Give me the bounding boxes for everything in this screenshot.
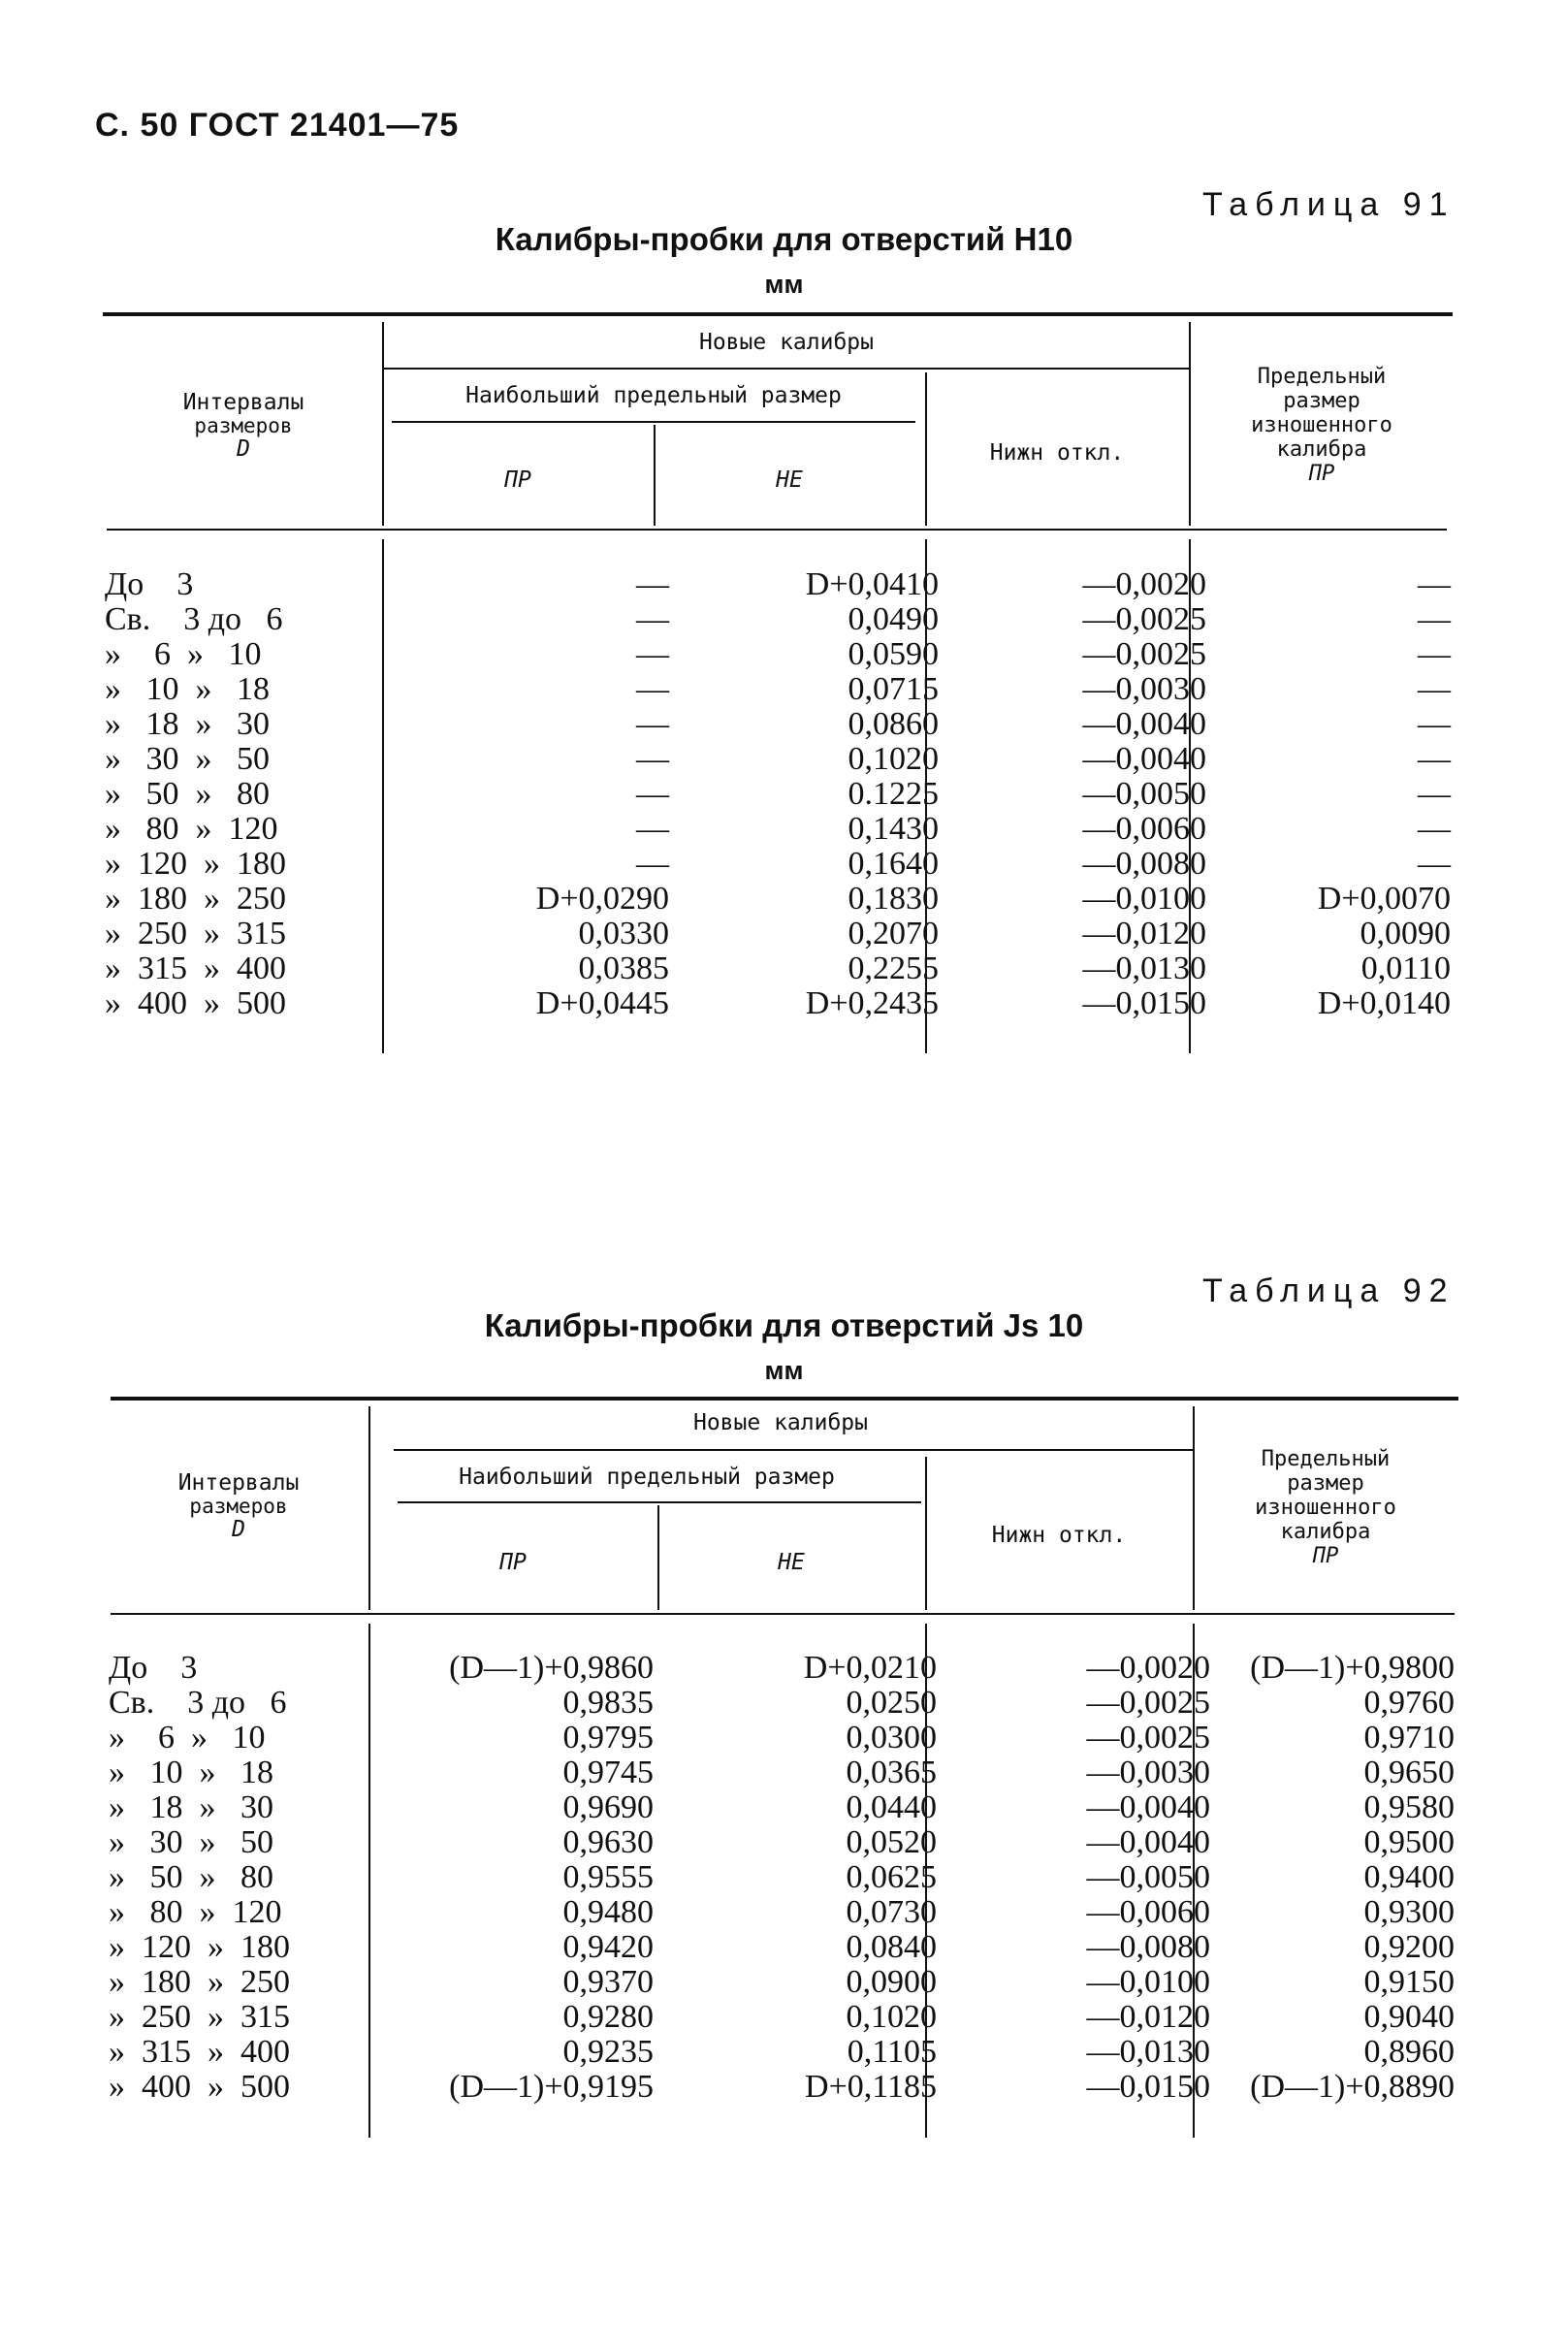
page-header: С. 50 ГОСТ 21401—75 <box>95 107 460 144</box>
cell-worn-limit: 0,9040 <box>1363 1999 1455 2035</box>
cell-lower-deviation: —0,0080 <box>1082 846 1206 882</box>
table-row <box>109 1860 1456 1895</box>
cell-pr: — <box>636 671 669 707</box>
cell-lower-deviation: —0,0025 <box>1086 1720 1210 1755</box>
cell-pr: D+0,0290 <box>535 881 669 917</box>
header-rule <box>392 421 915 423</box>
cell-pr: 0,9555 <box>562 1859 654 1895</box>
cell-ne: 0,0590 <box>848 636 939 672</box>
table-row <box>109 1651 1456 1686</box>
table-row <box>109 1686 1456 1721</box>
header-ne: НЕ <box>776 467 803 493</box>
table-row <box>109 2000 1456 2035</box>
cell-lower-deviation: —0,0040 <box>1082 741 1206 777</box>
cell-worn-limit: 0,0110 <box>1360 950 1451 986</box>
cell-pr: — <box>636 776 669 812</box>
cell-lower-deviation: —0,0130 <box>1082 950 1206 986</box>
cell-interval: » 120 » 180 <box>109 1929 290 1965</box>
cell-ne: 0,1430 <box>848 811 939 847</box>
table-body <box>105 567 1453 1021</box>
cell-worn-limit: — <box>1418 811 1451 847</box>
table-number: Таблица 91 <box>1202 186 1456 223</box>
cell-lower-deviation: —0,0025 <box>1082 601 1206 637</box>
table-body <box>109 1651 1456 2105</box>
cell-worn-limit: 0,9150 <box>1363 1964 1455 2000</box>
cell-ne: 0,1830 <box>848 881 939 917</box>
cell-pr: 0,0330 <box>578 916 669 951</box>
cell-worn-limit: — <box>1418 776 1451 812</box>
cell-ne: 0,0625 <box>846 1859 937 1895</box>
table-row <box>109 2070 1456 2105</box>
cell-interval: Св. 3 до 6 <box>109 1685 287 1721</box>
cell-interval: » 18 » 30 <box>109 1789 273 1825</box>
cell-worn-limit: — <box>1418 601 1451 637</box>
cell-lower-deviation: —0,0100 <box>1082 881 1206 917</box>
table-row <box>105 707 1453 742</box>
cell-interval: » 10 » 18 <box>105 671 270 707</box>
cell-interval: До 3 <box>109 1650 198 1686</box>
table-row <box>105 986 1453 1021</box>
cell-worn-limit: 0,8960 <box>1363 2034 1455 2070</box>
header-rule <box>398 1501 921 1503</box>
table-row <box>109 1825 1456 1860</box>
cell-worn-limit: 0,9200 <box>1363 1929 1455 1965</box>
cell-ne: 0,0300 <box>846 1720 937 1755</box>
cell-interval: » 50 » 80 <box>105 776 270 812</box>
cell-interval: » 30 » 50 <box>109 1824 273 1860</box>
cell-worn-limit: (D—1)+0,8890 <box>1250 2069 1455 2105</box>
cell-pr: 0,9235 <box>562 2034 654 2070</box>
cell-lower-deviation: —0,0100 <box>1086 1964 1210 2000</box>
cell-interval: » 400 » 500 <box>109 2069 290 2105</box>
cell-pr: — <box>636 566 669 602</box>
table-row <box>109 1721 1456 1755</box>
cell-ne: 0,0440 <box>846 1789 937 1825</box>
table-top-rule <box>103 312 1453 316</box>
cell-lower-deviation: —0,0120 <box>1086 1999 1210 2035</box>
cell-lower-deviation: —0,0080 <box>1086 1929 1210 1965</box>
table-row <box>109 2035 1456 2070</box>
table-row <box>105 847 1453 882</box>
cell-lower-deviation: —0,0060 <box>1082 811 1206 847</box>
cell-pr: 0,9370 <box>562 1964 654 2000</box>
cell-interval: Св. 3 до 6 <box>105 601 283 637</box>
cell-lower-deviation: —0,0120 <box>1082 916 1206 951</box>
cell-worn-limit: (D—1)+0,9800 <box>1250 1650 1455 1686</box>
header-pr: ПР <box>499 1550 527 1575</box>
table-unit: мм <box>764 1356 804 1385</box>
header-rule <box>382 368 1189 370</box>
table-number: Таблица 92 <box>1202 1272 1456 1309</box>
cell-interval: » 6 » 10 <box>109 1720 266 1755</box>
cell-pr: 0,9835 <box>562 1685 654 1721</box>
cell-pr: (D—1)+0,9860 <box>449 1650 654 1686</box>
cell-pr: — <box>636 706 669 742</box>
cell-pr: 0,9280 <box>562 1999 654 2035</box>
cell-ne: 0,2070 <box>848 916 939 951</box>
cell-ne: 0.1225 <box>848 776 939 812</box>
cell-pr: D+0,0445 <box>535 985 669 1021</box>
table-row <box>109 1930 1456 1965</box>
cell-interval: » 250 » 315 <box>109 1999 290 2035</box>
cell-interval: » 250 » 315 <box>105 916 286 951</box>
cell-worn-limit: — <box>1418 671 1451 707</box>
cell-interval: » 18 » 30 <box>105 706 270 742</box>
cell-lower-deviation: —0,0050 <box>1086 1859 1210 1895</box>
cell-interval: » 10 » 18 <box>109 1755 273 1790</box>
cell-worn-limit: D+0,0070 <box>1317 881 1451 917</box>
cell-ne: 0,0860 <box>848 706 939 742</box>
header-worn-limit: Предельный размер изношенного калибра ПР <box>1251 365 1392 486</box>
table-unit: мм <box>764 270 804 299</box>
cell-worn-limit: — <box>1418 566 1451 602</box>
cell-interval: » 30 » 50 <box>105 741 270 777</box>
cell-lower-deviation: —0,0040 <box>1082 706 1206 742</box>
header-new-gauges: Новые калибры <box>698 330 874 355</box>
header-new-gauges: Новые калибры <box>692 1410 868 1435</box>
cell-ne: 0,0730 <box>846 1894 937 1930</box>
cell-interval: » 6 » 10 <box>105 636 262 672</box>
cell-ne: 0,0490 <box>848 601 939 637</box>
cell-interval: » 120 » 180 <box>105 846 286 882</box>
cell-lower-deviation: —0,0030 <box>1086 1755 1210 1790</box>
cell-lower-deviation: —0,0040 <box>1086 1789 1210 1825</box>
table-row <box>105 637 1453 672</box>
cell-pr: 0,9420 <box>562 1929 654 1965</box>
cell-worn-limit: 0,9650 <box>1363 1755 1455 1790</box>
cell-ne: 0,0520 <box>846 1824 937 1860</box>
table-row <box>105 672 1453 707</box>
header-rule <box>394 1449 1193 1451</box>
table-top-rule <box>111 1397 1458 1401</box>
table-title: Калибры-пробки для отверстий Js 10 <box>484 1307 1084 1343</box>
header-intervals: Интервалы размеров D <box>177 1470 300 1542</box>
cell-interval: » 400 » 500 <box>105 985 286 1021</box>
cell-worn-limit: — <box>1418 741 1451 777</box>
cell-worn-limit: 0,9500 <box>1363 1824 1455 1860</box>
cell-worn-limit: 0,9710 <box>1363 1720 1455 1755</box>
header-largest-limit: Наибольший предельный размер <box>459 1465 835 1490</box>
cell-interval: » 80 » 120 <box>105 811 278 847</box>
header-ne: НЕ <box>778 1550 805 1575</box>
table-row <box>105 951 1453 986</box>
cell-worn-limit: 0,0090 <box>1360 916 1451 951</box>
cell-worn-limit: — <box>1418 706 1451 742</box>
table-title: Калибры-пробки для отверстий Н10 <box>495 221 1073 257</box>
cell-pr: 0,0385 <box>578 950 669 986</box>
cell-interval: » 80 » 120 <box>109 1894 282 1930</box>
cell-interval: » 315 » 400 <box>105 950 286 986</box>
header-pr: ПР <box>504 467 531 493</box>
cell-lower-deviation: —0,0025 <box>1082 636 1206 672</box>
cell-worn-limit: 0,9300 <box>1363 1894 1455 1930</box>
cell-pr: 0,9630 <box>562 1824 654 1860</box>
header-worn-limit: Предельный размер изношенного калибра ПР <box>1255 1447 1396 1568</box>
cell-worn-limit: 0,9760 <box>1363 1685 1455 1721</box>
cell-interval: » 180 » 250 <box>109 1964 290 2000</box>
cell-interval: » 50 » 80 <box>109 1859 273 1895</box>
table-row <box>109 1895 1456 1930</box>
table-row <box>105 602 1453 637</box>
cell-ne: 0,1105 <box>847 2034 937 2070</box>
cell-worn-limit: — <box>1418 846 1451 882</box>
cell-lower-deviation: —0,0030 <box>1082 671 1206 707</box>
cell-ne: 0,1020 <box>848 741 939 777</box>
header-intervals: Интервалы размеров D <box>182 390 304 462</box>
cell-pr: — <box>636 601 669 637</box>
cell-pr: — <box>636 846 669 882</box>
cell-lower-deviation: —0,0060 <box>1086 1894 1210 1930</box>
table-row <box>105 567 1453 602</box>
cell-pr: 0,9690 <box>562 1789 654 1825</box>
column-divider <box>368 1406 370 1610</box>
cell-worn-limit: 0,9400 <box>1363 1859 1455 1895</box>
cell-pr: 0,9745 <box>562 1755 654 1790</box>
cell-lower-deviation: —0,0050 <box>1082 776 1206 812</box>
cell-pr: 0,9480 <box>562 1894 654 1930</box>
cell-pr: 0,9795 <box>562 1720 654 1755</box>
header-bottom-rule <box>111 1613 1455 1615</box>
header-lower-deviation: Нижн откл. <box>991 1523 1127 1548</box>
cell-ne: 0,2255 <box>848 950 939 986</box>
cell-lower-deviation: —0,0130 <box>1086 2034 1210 2070</box>
cell-worn-limit: D+0,0140 <box>1317 985 1451 1021</box>
cell-ne: D+0,0210 <box>803 1650 937 1686</box>
cell-lower-deviation: —0,0020 <box>1082 566 1206 602</box>
header-lower-deviation: Нижн откл. <box>989 440 1125 466</box>
cell-pr: — <box>636 741 669 777</box>
cell-ne: 0,0900 <box>846 1964 937 2000</box>
cell-ne: 0,0250 <box>846 1685 937 1721</box>
table-row <box>105 742 1453 777</box>
cell-worn-limit: 0,9580 <box>1363 1789 1455 1825</box>
table-row <box>105 777 1453 812</box>
table-row <box>109 1965 1456 2000</box>
cell-pr: — <box>636 636 669 672</box>
cell-lower-deviation: —0,0020 <box>1086 1650 1210 1686</box>
cell-lower-deviation: —0,0150 <box>1082 985 1206 1021</box>
cell-worn-limit: — <box>1418 636 1451 672</box>
cell-interval: До 3 <box>105 566 194 602</box>
table-row <box>105 812 1453 847</box>
cell-pr: (D—1)+0,9195 <box>449 2069 654 2105</box>
cell-lower-deviation: —0,0025 <box>1086 1685 1210 1721</box>
cell-pr: — <box>636 811 669 847</box>
cell-ne: D+0,1185 <box>805 2069 937 2105</box>
cell-ne: 0,1020 <box>846 1999 937 2035</box>
cell-ne: 0,1640 <box>848 846 939 882</box>
table-row <box>105 917 1453 951</box>
cell-ne: 0,0365 <box>846 1755 937 1790</box>
cell-ne: D+0,2435 <box>805 985 939 1021</box>
cell-interval: » 315 » 400 <box>109 2034 290 2070</box>
cell-ne: D+0,0410 <box>805 566 939 602</box>
cell-ne: 0,0840 <box>846 1929 937 1965</box>
table-row <box>109 1790 1456 1825</box>
header-largest-limit: Наибольший предельный размер <box>465 383 842 408</box>
cell-lower-deviation: —0,0150 <box>1086 2069 1210 2105</box>
cell-lower-deviation: —0,0040 <box>1086 1824 1210 1860</box>
table-row <box>109 1755 1456 1790</box>
cell-ne: 0,0715 <box>848 671 939 707</box>
table-row <box>105 882 1453 917</box>
header-bottom-rule <box>107 529 1447 531</box>
cell-interval: » 180 » 250 <box>105 881 286 917</box>
